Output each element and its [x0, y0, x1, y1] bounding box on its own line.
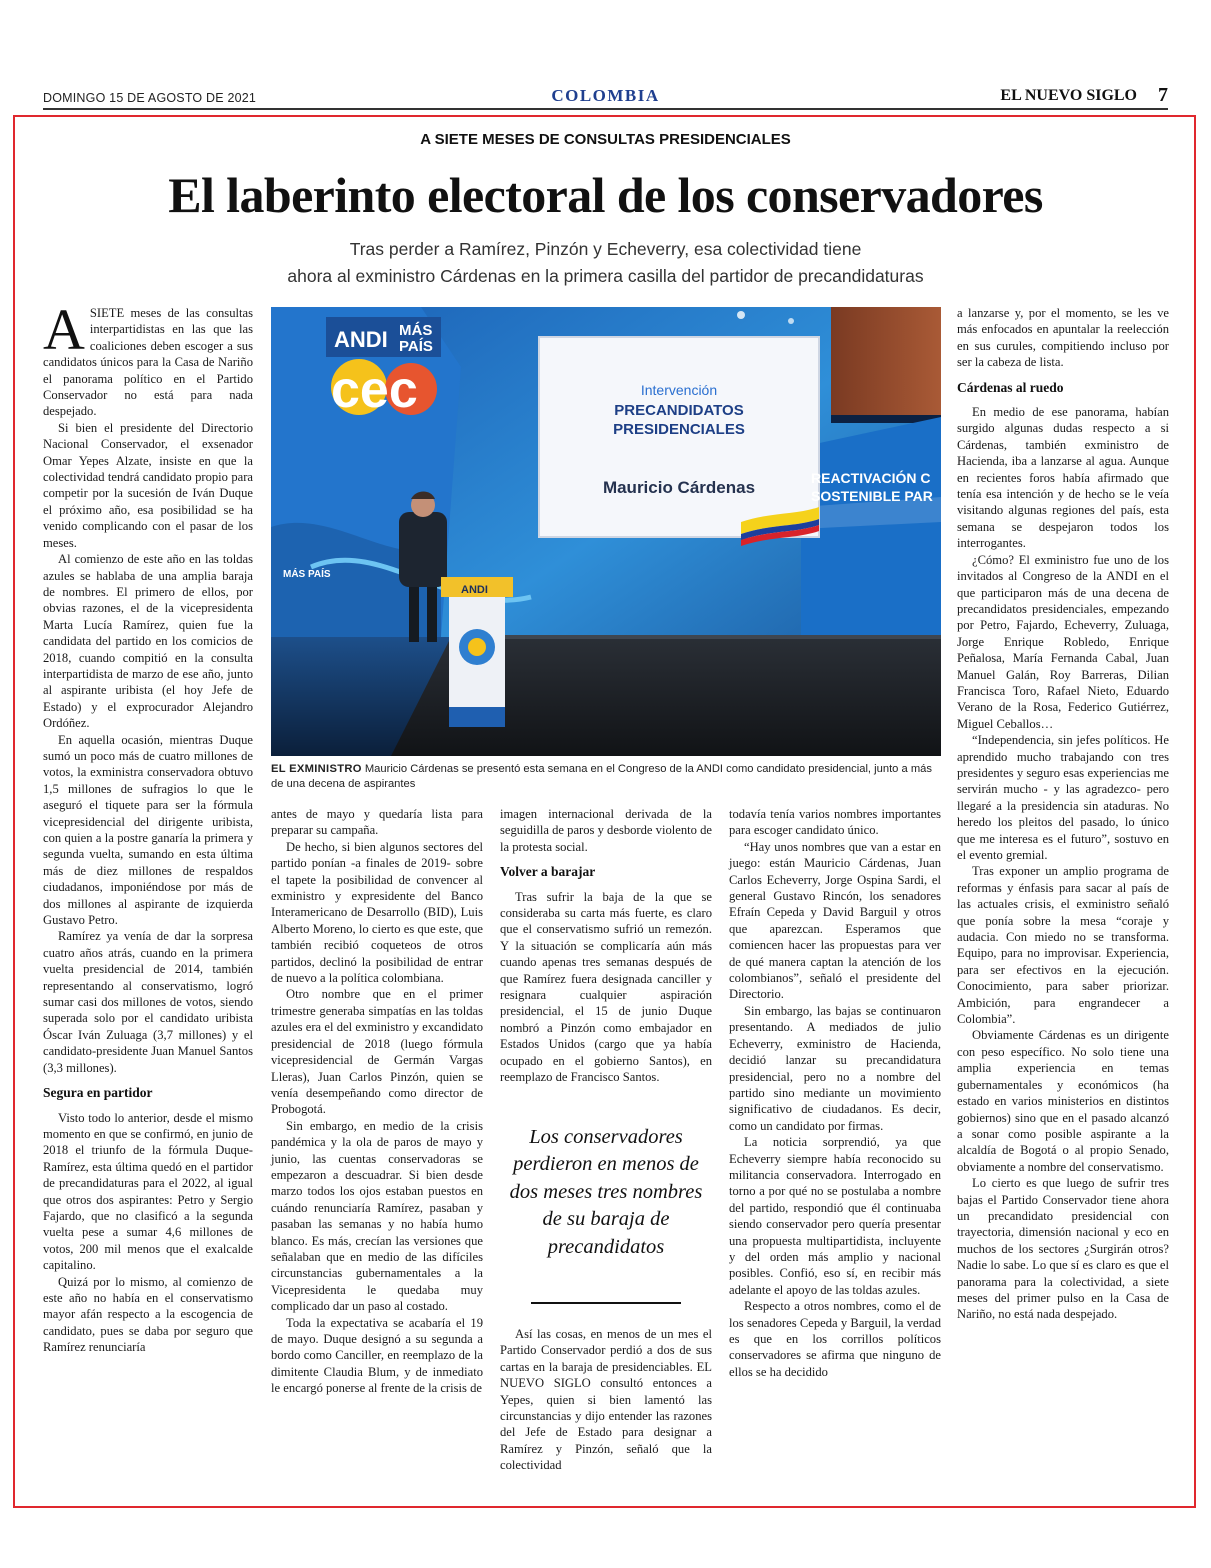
paragraph: ¿Cómo? El exministro fue uno de los invitados al Congreso de la ANDI en el que participaron más de una decena de precandidatos presidenciales, empezando por Petro, Fajardo, Echeverry, Zuluaga, Jorge Enrique Robledo, Enrique Peñalosa, María Fernanda Cabal, Juan Manuel Galán, Roy Barreras, Dilian Francisca Toro, Rafael Nieto, Eduardo Verano de la Rosa, Federico Gutiérrez, Miguel Ceballos… — [957, 552, 1169, 731]
screen-name: Mauricio Cárdenas — [602, 478, 756, 497]
paragraph: Tras exponer un amplio programa de reformas y énfasis para sacar al país de las actuales crisis, el exministro señaló que ponía sobre la mesa “coraje y audacia. Con miedo no se transforma. Equipo, para no improvisar. Experiencia, para ser efectivos en la ejecución. Conocimiento, para saber priorizar. Ambición, para engrandecer a Colombia”. — [957, 864, 1169, 1027]
paragraph: Sin embargo, en medio de la crisis pandémica y la ola de paros de mayo y junio, las cuentas conservadoras se empezaron a descuadrar. Si bien desde marzo todos los ojos estaban puestos en cuándo renunciaría Ramírez, pasaban y pasaban las semanas y no había humo blanco. Es más, crecían las versiones que señalaban que en medio de las difíciles circunstancias gubernamentales a la Vicepresidenta le quedaba muy complicado dar un paso al costado. — [271, 1118, 483, 1314]
subheading: Cárdenas al ruedo — [957, 379, 1064, 395]
andi-logo: ANDI — [334, 327, 388, 352]
paragraph: “Hay unos nombres que van a estar en juego: están Mauricio Cárdenas, Juan Carlos Echeverry, Jorge Ospina Sardi, el general Gustavo Rincón, los senadores Efraín Cepeda y David Barguil y otros que aparezcan. Esperamos que comiencen hacer las propuestas para ver de qué manera captan la atención de los colombianos”, señaló el presidente del Directorio. — [729, 839, 941, 1002]
maspais-logo-2: PAÍS — [399, 338, 433, 355]
paragraph: Lo cierto es que luego de sufrir tres bajas el Partido Conservador tiene ahora un precandidato presidencial con trayectoria, dimensión nacional y eco en muchos de los sectores ¿Surgirán otros? Nadie lo sabe. Lo que sí es claro es que el panorama para la colectividad, a siete meses del primer pulso en la Casa de Nariño, no está nada despejado. — [957, 1176, 1169, 1322]
text-column-3 — [500, 806, 712, 1086]
paragraph: Así las cosas, en menos de un mes el Partido Conservador perdió a dos de sus cartas en la baraja de presidenciables. EL NUEVO SIGLO consultó entonces a Yepes, quien si bien lamentó las circunstancias y dijo entender las razones del Jefe de Estado para designar a Ramírez y Pinzón, señaló que la colectividad — [500, 1327, 712, 1473]
paragraph: a lanzarse y, por el momento, se les ve más enfocados en apuntalar la reelección en sus curules, compitiendo incluso por ser la cabeza de lista. — [957, 306, 1169, 370]
paragraph: En medio de ese panorama, habían surgido algunas dudas respecto a si Cárdenas, también exministro de Hacienda, iba a lanzarse al agua. Aunque en recientes foros había afirmado que tenía esa intención y de hecho se le veía visitando algunas regiones del país, esta semana se despejaron todos los interrogantes. — [957, 405, 1169, 551]
text-column-5 — [957, 305, 1169, 1323]
paragraph: Ramírez ya venía de dar la sorpresa cuatro años atrás, cuando en la primera vuelta presidencial de 2014, también representando al conservatismo, logró sumar casi dos millones de votos, siendo superada solo por el candidato uribista Óscar Iván Zuluaga (3,7 millones) y el candidato-presidente Juan Manuel Santos (3,3 millones). — [43, 929, 253, 1075]
header-rule — [43, 108, 1168, 110]
text-column-3-continued — [500, 1326, 712, 1474]
screen-line-3: PRESIDENCIALES — [613, 421, 745, 438]
photo-caption — [271, 762, 943, 791]
side-text-1: REACTIVACIÓN C — [811, 470, 931, 486]
maspais-logo-1: MÁS — [399, 322, 433, 339]
paragraph: Visto todo lo anterior, desde el mismo momento en que se confirmó, en junio de 2018 el triunfo de la fórmula Duque-Ramírez, esta última quedó en el partidor de precandidaturas para el 2022, al igual que otros dos aspirantes: Petro y Sergio Fajardo, que no clasificó a la segunda vuelta pese a sumar 4,6 millones de votos, 200 mil menos que el exalcalde capitalino. — [43, 1110, 253, 1273]
pull-quote-rule — [531, 1302, 681, 1304]
cec-logo: cec — [331, 361, 418, 419]
article-kicker: A SIETE MESES DE CONSULTAS PRESIDENCIALES — [420, 131, 791, 148]
pull-quote: Los conservadores perdieron en menos de dos meses tres nombres de su baraja de precandidatos — [509, 1126, 703, 1258]
paragraph: Tras sufrir la baja de la que se consideraba su carta más fuerte, es claro que el conservatismo sufrió un remezón. Y la situación se complicaría aún más cuando apenas tres semanas después de que Ramírez fuera designada canciller y resignara cualquier aspiración presidencial, el 15 de junio Duque nombró a Pinzón como embajador en Estados Unidos (cargo que ya había ocupado en el gobierno Santos), en reemplazo de Francisco Santos. — [500, 889, 712, 1085]
lede-paragraph — [43, 297, 253, 420]
lede-text: SIETE meses de las consultas interpartidistas en las que las coaliciones deben escoger a sus candidatos únicos para la Casa de Nariño el panorama político en el Partido Conservador no está para nada despejado. — [43, 306, 253, 419]
newspaper-name: EL NUEVO SIGLO — [1000, 87, 1137, 104]
side-text-2: SOSTENIBLE PAR — [811, 488, 933, 504]
subheading: Volver a barajar — [500, 864, 596, 880]
paragraph: imagen internacional derivada de la seguidilla de paros y desborde violento de la protesta social. — [500, 807, 712, 854]
paragraph: Obviamente Cárdenas es un dirigente con peso específico. No solo tiene una amplia experiencia en temas gubernamentales y económicos (ha estado en varios ministerios en distintos gobiernos) sino que en el pasado alcanzó a sonar como posible aspirante a la alcaldía de Bogotá o al propio Senado, obviamente a nombre del conservatismo. — [957, 1028, 1169, 1174]
article-photo — [271, 307, 941, 756]
article-deck-line-2: ahora al exministro Cárdenas en la primera casilla del partidor de precandidaturas — [287, 266, 924, 286]
caption-text: Mauricio Cárdenas se presentó esta semana en el Congreso de la ANDI como candidato presidencial, junto a más de una decena de aspirantes — [271, 763, 932, 790]
paragraph: La noticia sorprendió, ya que Echeverry siempre había reconocido su militancia conservadora. Interrogado en torno a por qué no se postulaba a nombre del partido, respondió que él continuaba siendo conservador pero quería presentar una propuesta multipartidista, incluyente y del orden más amplio y nacional posibles. Confió, eso sí, en recibir más adelante el apoyo de las toldas azules. — [729, 1135, 941, 1297]
paragraph: Otro nombre que en el primer trimestre generaba simpatías en las toldas azules era el del exministro y excandidato presidencial de 2018 (luego fórmula vicepresidencial de Germán Vargas Lleras), Juan Carlos Pinzón, quien se venía desempeñando como director de Probogotá. — [271, 987, 483, 1117]
caption-lead: EL EXMINISTRO — [271, 763, 362, 775]
paragraph: Sin embargo, las bajas se continuaron presentando. A mediados de julio Echeverry, exministro de Hacienda, decidió lanzar su precandidatura presidencial, pero no a nombre del partido sino mediante un movimiento significativo de ciudadanos. Es decir, como un candidato por firmas. — [729, 1003, 941, 1133]
text-column-2 — [271, 806, 483, 1397]
paragraph: “Independencia, sin jefes políticos. He aprendido mucho trabajando con tres presidentes y seguro esas experiencias me servirán mucho - y las agradezco- pero llegaré a la presidencia sin ataduras. No heredo los pleitos del pasado, lo único que me interesa es el futuro”, sostuvo en el evento gremial. — [957, 733, 1169, 862]
screen-line-2: PRECANDIDATOS — [614, 402, 744, 419]
screen-line-1: Intervención — [640, 382, 718, 398]
text-column-1 — [43, 297, 253, 1356]
paragraph: Si bien el presidente del Directorio Nacional Conservador, el exsenador Omar Yepes Alzate, insiste en que la colectividad tendrá candidato propio para competir por la sucesión de Iván Duque el próximo año, esa posibilidad se ha venido complicando con el pasar de los meses. — [43, 420, 253, 550]
paragraph: Quizá por lo mismo, al comienzo de este año no había en el conservatismo mayor afán respecto a la escogencia de candidato, pues se daba por seguro que Ramírez renunciaría — [43, 1274, 253, 1355]
drop-cap: A — [43, 297, 85, 362]
paragraph: Al comienzo de este año en las toldas azules se hablaba de una amplia baraja de nombres. El primero de ellos, por obvias razones, el de la vicepresidenta Marta Lucía Ramírez, quien fue la candidata del partido en los comicios de 2018, cuando compitió en la consulta interpartidista de marzo de ese año, junto al aspirante uribista (el hoy Jefe de Estado) y el exprocurador Alejandro Ordóñez. — [43, 552, 253, 731]
paragraph: antes de mayo y quedaría lista para preparar su campaña. — [271, 807, 483, 838]
article-headline: El laberinto electoral de los conservadores — [168, 167, 1043, 223]
paragraph: Toda la expectativa se acabaría el 19 de mayo. Duque designó a su segunda a bordo como Canciller, en reemplazo de la dimitente Claudia Blum, y de inmediato le encargó ponerse al frente de la crisis de — [271, 1315, 483, 1396]
article-deck-line-1: Tras perder a Ramírez, Pinzón y Echeverry, esa colectividad tiene — [349, 239, 862, 259]
text-column-4 — [729, 806, 941, 1380]
paragraph: De hecho, si bien algunos sectores del partido ponían -a finales de 2019- sobre el tapete la posibilidad de convencer al exministro y expresidente del Banco Interamericano de Desarrollo (BID), Luis Alberto Moreno, lo cierto es que este, que también recibió coqueteos de otros partidos, declinó la posibilidad de entrar de nuevo a la política colombiana. — [271, 839, 483, 986]
section-name: COLOMBIA — [551, 86, 660, 105]
podium-andi: ANDI — [461, 584, 488, 596]
page-number: 7 — [1158, 84, 1168, 106]
subheading: Segura en partidor — [43, 1085, 153, 1101]
wall-maspais: MÁS PAÍS — [283, 569, 331, 580]
issue-date: DOMINGO 15 DE AGOSTO DE 2021 — [43, 91, 257, 105]
paragraph: En aquella ocasión, mientras Duque sumó un poco más de cuatro millones de votos, la exministra conservadora obtuvo 1,5 millones de sufragios lo que le aseguró el tiquete para ser la fórmula vicepresidencial del dirigente uribista, con quien a la postre ganaría la primera y segunda vuelta, sumando en esta última más de diez millones de respaldos ciudadanos, imponiéndose por más de dos millones al aspirante de izquierda Gustavo Petro. — [43, 732, 253, 928]
paragraph: todavía tenía varios nombres importantes para escoger candidato único. — [729, 807, 941, 838]
paragraph: Respecto a otros nombres, como el de los senadores Cepeda y Barguil, la verdad es que en los corrillos políticos conservadores se afirma que ninguno de ellos se ha decidido — [729, 1299, 941, 1379]
